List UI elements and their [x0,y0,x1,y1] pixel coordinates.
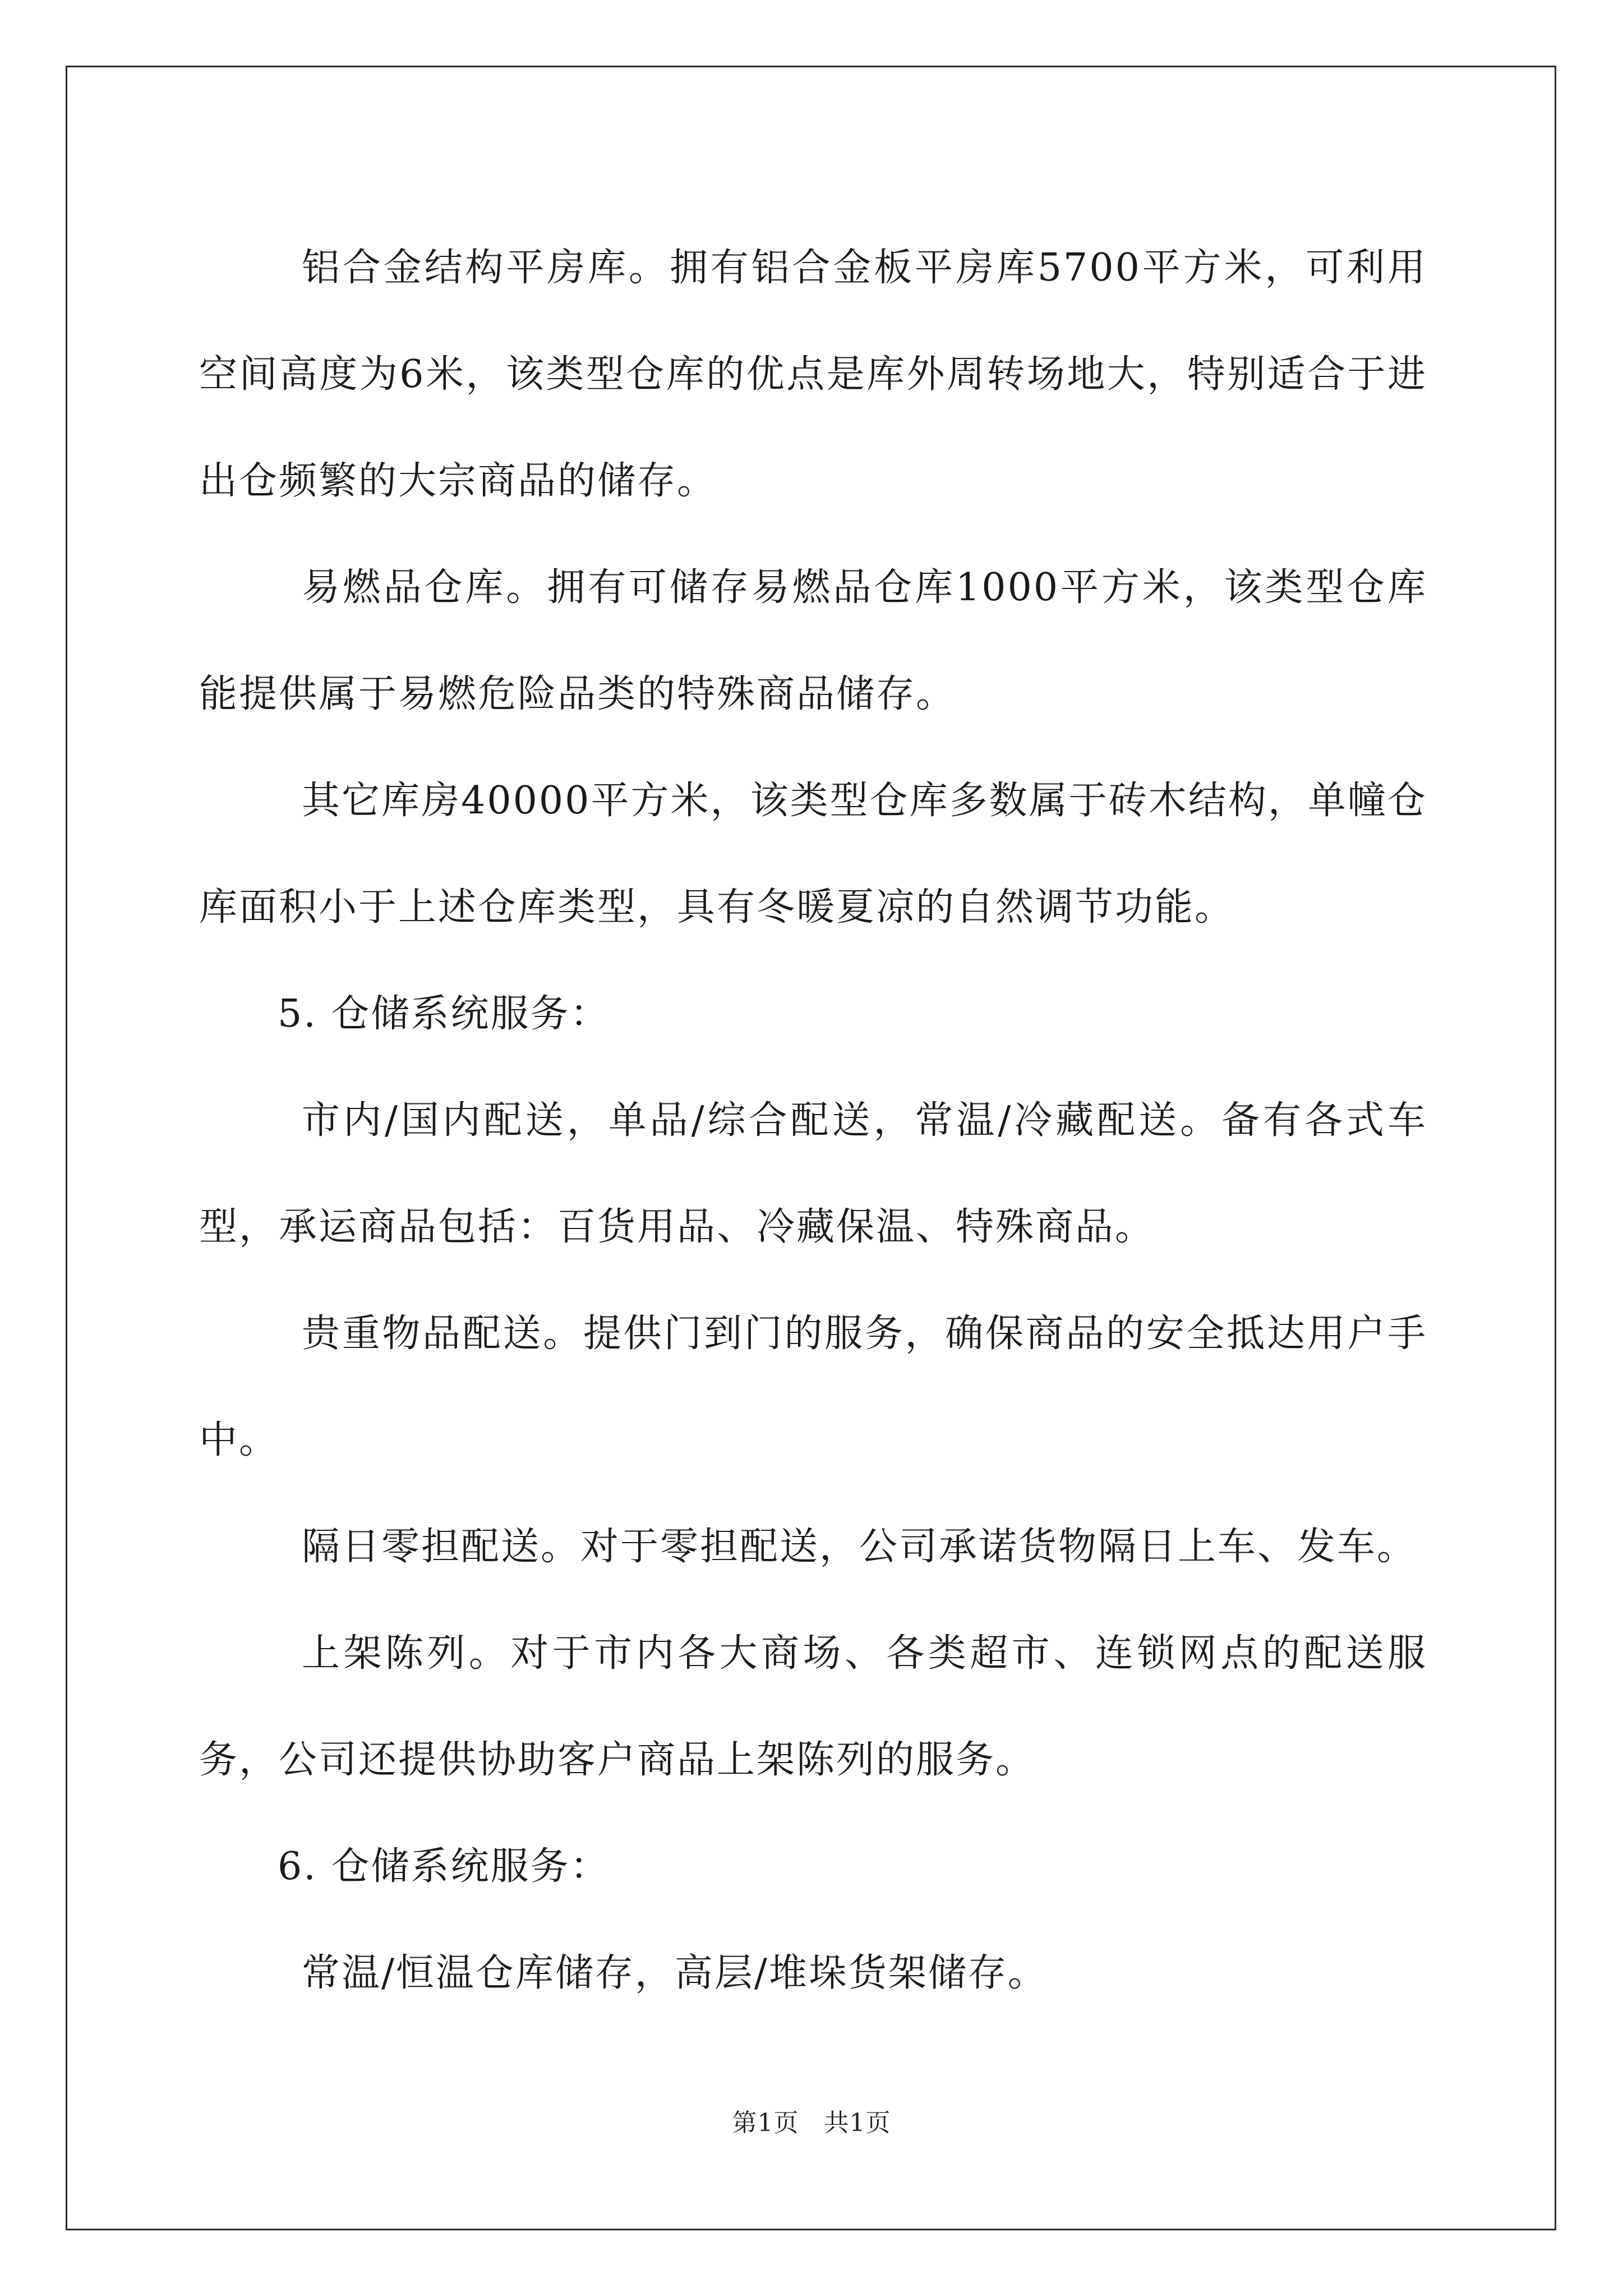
paragraph-delivery-types: 市内/国内配送，单品/综合配送，常温/冷藏配送。备有各式车型，承运商品包括：百货用品、冷藏保温、特殊商品。 [199,1098,1427,1249]
document-body [199,215,1427,2027]
paragraph-storage-types: 常温/恒温仓库储存，高层/堆垛货架储存。 [302,1951,1048,1995]
paragraph-other-storage: 其它库房40000平方米，该类型仓库多数属于砖木结构，单幢仓库面积小于上述仓库类型，具有冬暖夏凉的自然调节功能。 [199,779,1427,930]
paragraph-aluminum-warehouse: 铝合金结构平房库。拥有铝合金板平房库5700平方米，可利用空间高度为6米，该类型仓库的优点是库外周转场地大，特别适合于进出仓频繁的大宗商品的储存。 [199,246,1427,503]
heading-section-6: 6. 仓储系统服务： [278,1844,610,1889]
paragraph-valuables-delivery: 贵重物品配送。提供门到门的服务，确保商品的安全抵达用户手中。 [199,1312,1427,1462]
page-number-footer: 第1页 共1页 [732,2109,891,2137]
paragraph-flammable-warehouse: 易燃品仓库。拥有可储存易燃品仓库1000平方米，该类型仓库能提供属于易燃危险品类的特殊商品储存。 [199,565,1427,716]
paragraph-next-day-delivery: 隔日零担配送。对于零担配送，公司承诺货物隔日上车、发车。 [302,1525,1417,1569]
paragraph-shelf-display: 上架陈列。对于市内各大商场、各类超市、连锁网点的配送服务，公司还提供协助客户商品上架陈列的服务。 [199,1631,1427,1782]
heading-section-5: 5. 仓储系统服务： [278,992,610,1036]
